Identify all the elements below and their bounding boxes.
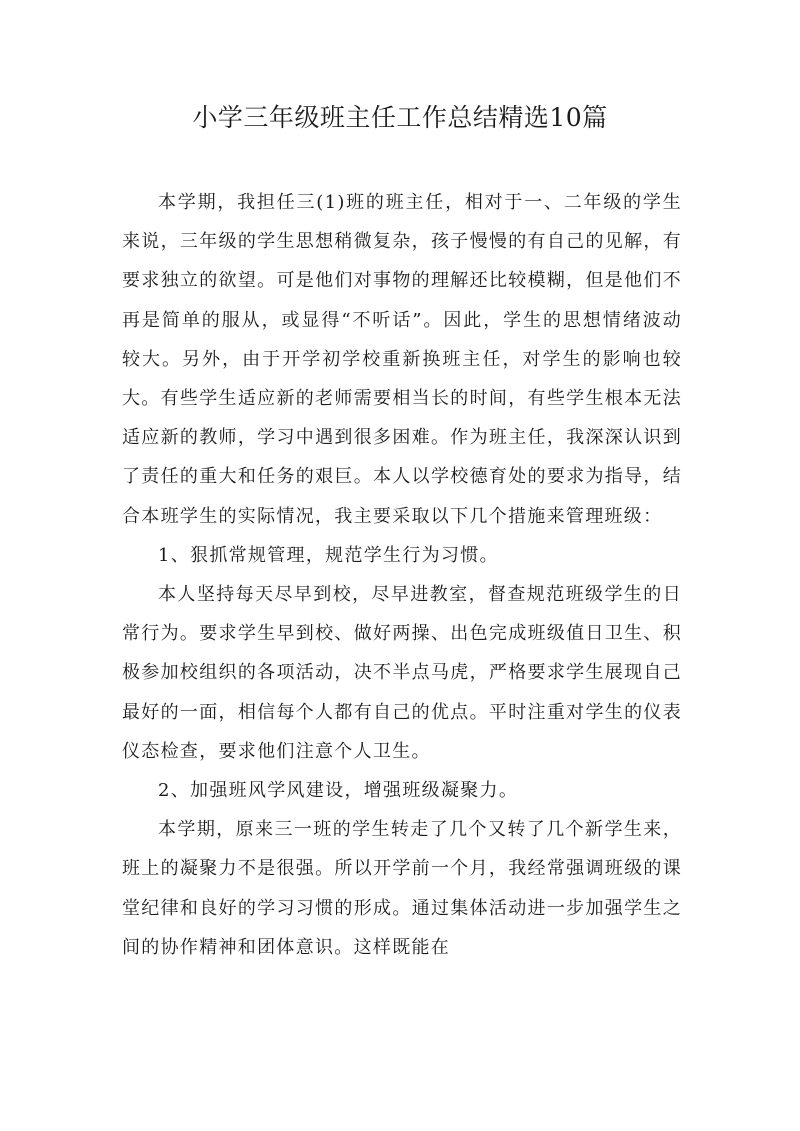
document-title: 小学三年级班主任工作总结精选10篇 <box>192 103 608 132</box>
document-body <box>122 183 682 967</box>
paragraph-intro: 本学期，我担任三(1)班的班主任，相对于一、二年级的学生来说，三年级的学生思想稍微复杂，孩子慢慢的有自己的见解，有要求独立的欲望。可是他们对事物的理解还比较模糊，但是他们不再是简单的服从，或显得“不听话”。因此，学生的思想情绪波动较大。另外，由于开学初学校重新换班主任，对学生的影响也较大。有些学生适应新的老师需要相当长的时间，有些学生根本无法适应新的教师，学习中遇到很多困难。作为班主任，我深深认识到了责任的重大和任务的艰巨。本人以学校德育处的要求为指导，结合本班学生的实际情况，我主要采取以下几个措施来管理班级： <box>122 192 682 527</box>
section-heading-2: 2、加强班风学风建设，增强班级凝聚力。 <box>158 780 519 802</box>
section-heading-1: 1、狠抓常规管理，规范学生行为习惯。 <box>158 544 499 566</box>
paragraph-section-1: 本人坚持每天尽早到校，尽早进教室，督查规范班级学生的日常行为。要求学生早到校、做好两操、出色完成班级值日卫生、积极参加校组织的各项活动，决不半点马虎，严格要求学生展现自己最好的一面，相信每个人都有自己的优点。平时注重对学生的仪表仪态检查，要求他们注意个人卫生。 <box>122 584 682 762</box>
paragraph-section-2: 本学期，原来三一班的学生转走了几个又转了几个新学生来，班上的凝聚力不是很强。所以开学前一个月，我经常强调班级的课堂纪律和良好的学习习惯的形成。通过集体活动进一步加强学生之间的协作精神和团体意识。这样既能在 <box>122 819 682 958</box>
